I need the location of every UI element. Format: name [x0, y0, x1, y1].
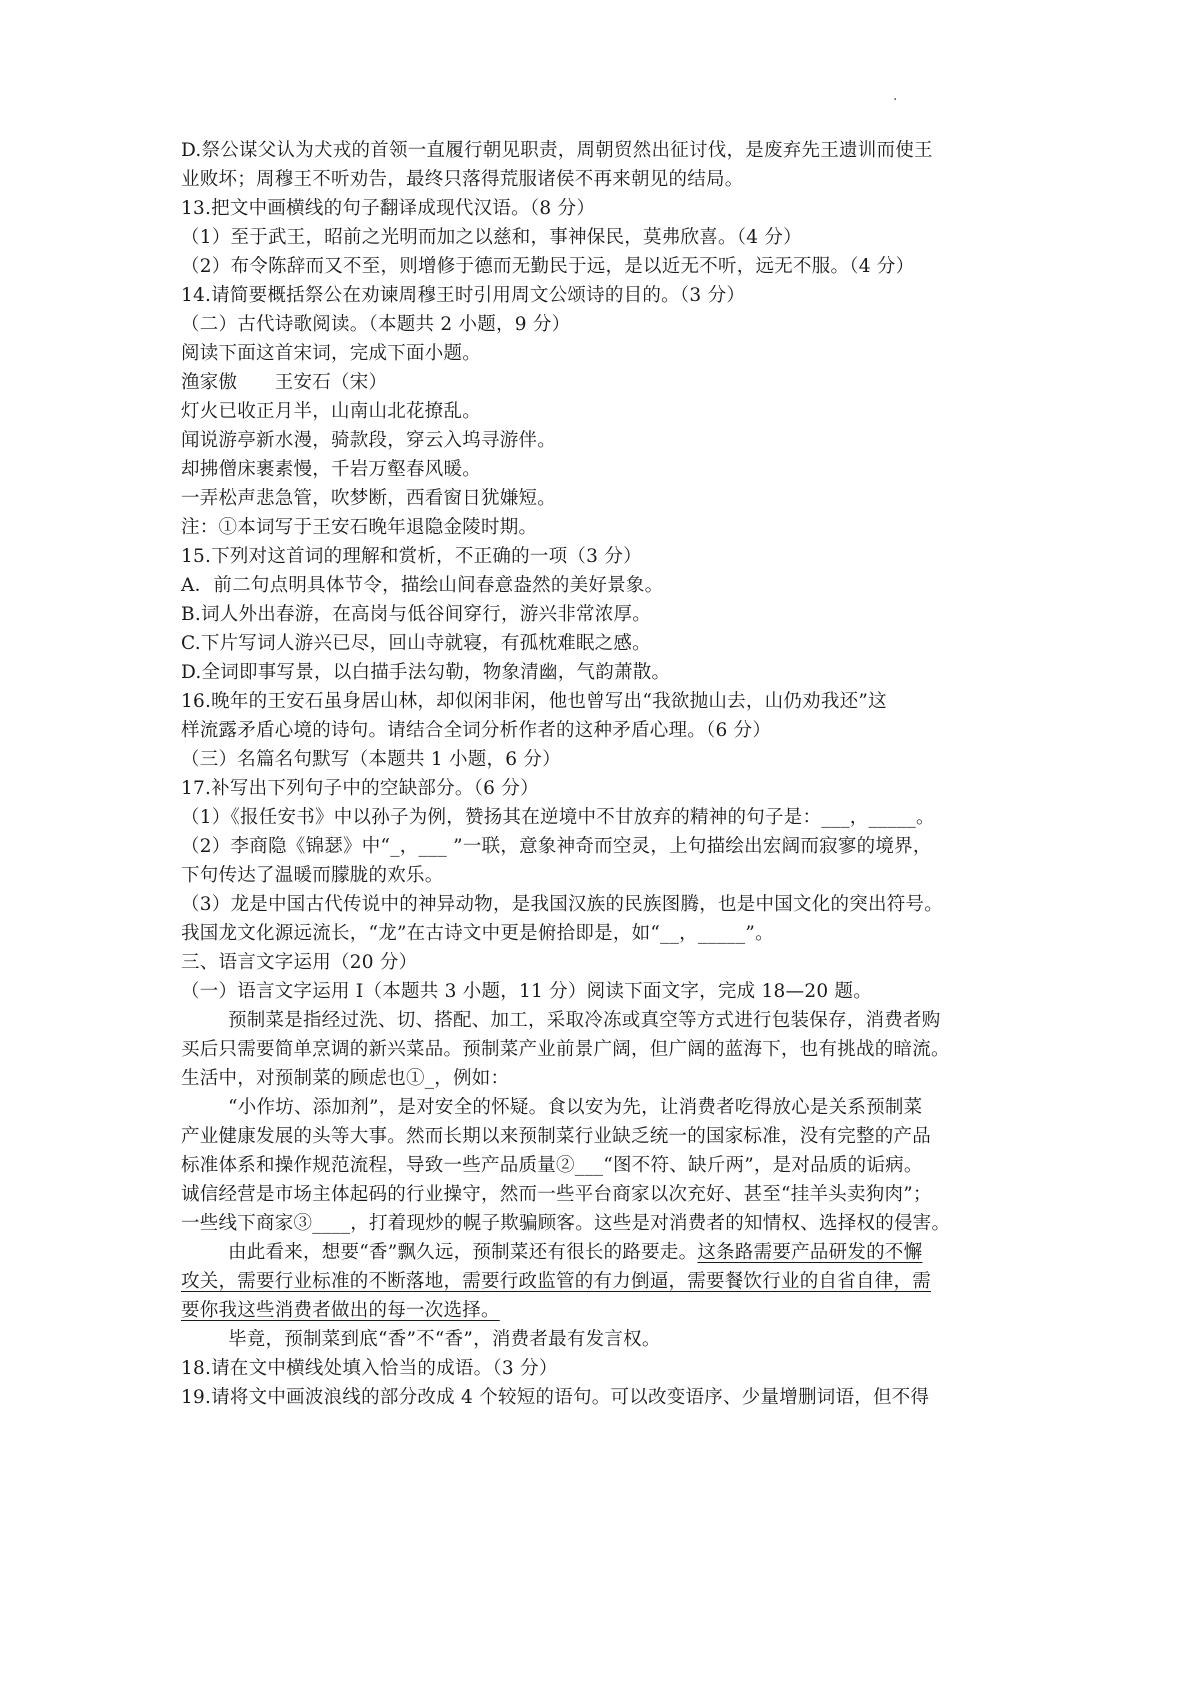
question-16-line2: 样流露矛盾心境的诗句。请结合全词分析作者的这种矛盾心理。（6 分）: [181, 720, 772, 741]
question-13-1: （1）至于武王，昭前之光明而加之以慈和，事神保民，莫弗欣喜。（4 分）: [181, 227, 802, 248]
question-19: 19.请将文中画波浪线的部分改成 4 个较短的语句。可以改变语序、少量增删词语，但不得: [181, 1387, 930, 1408]
section-language-heading: 三、语言文字运用（20 分）: [181, 952, 418, 973]
question-17-2-line2: 下句传达了温暖而朦胧的欢乐。: [181, 865, 444, 886]
passage-p1-line2: 买后只需要简单烹调的新兴菜品。预制菜产业前景广阔，但广阔的蓝海下，也有挑战的暗流。: [181, 1039, 950, 1060]
question-16-line1: 16.晚年的王安石虽身居山林，却似闲非闲，他也曾写出“我欲抛山去，山仍劝我还”这: [181, 691, 887, 712]
section-recitation-heading: （三）名篇名句默写（本题共 1 小题，6 分）: [181, 749, 561, 770]
passage-p4: 毕竟，预制菜到底“香”不“香”，消费者最有发言权。: [228, 1329, 661, 1350]
passage-p1-line1: 预制菜是指经过洗、切、搭配、加工，采取冷冻或真空等方式进行包装保存，消费者购: [228, 1010, 941, 1031]
question-13-2: （2）布令陈辞而又不至，则增修于德而无勤民于远，是以近无不听，远无不服。（4 分）: [181, 256, 915, 277]
wavy-underlined-text-end: 要你我这些消费者做出的每一次选择。: [181, 1300, 500, 1321]
option-d-line1: D.祭公谋父认为犬戎的首领一直履行朝见职责，周朝贸然出征讨伐，是废弃先王遗训而使王: [181, 140, 933, 161]
poem-line-4: 一弄松声悲急管，吹梦断，西看窗日犹嫌短。: [181, 488, 557, 509]
question-17-3-line2: 我国龙文化源远流长，“龙”在古诗文中更是俯拾即是，如“__，_____”。: [181, 923, 774, 944]
passage-p2-line5: 一些线下商家③____，打着现炒的幌子欺骗顾客。这些是对消费者的知情权、选择权的侵害。: [181, 1213, 951, 1234]
question-13: 13.把文中画横线的句子翻译成现代汉语。（8 分）: [181, 198, 596, 219]
poem-line-3: 却拂僧床裹素慢，千岩万壑春风暖。: [181, 459, 482, 480]
section-poetry-heading: （二）古代诗歌阅读。（本题共 2 小题，9 分）: [181, 314, 571, 335]
passage-p3-line3: [181, 1299, 1031, 1323]
question-15-option-d: D.全词即事写景，以白描手法勾勒，物象清幽，气韵萧散。: [181, 662, 671, 683]
poem-line-1: 灯火已收正月半，山南山北花撩乱。: [181, 401, 482, 422]
question-15: 15.下列对这首词的理解和赏析，不正确的一项（3 分）: [181, 546, 642, 567]
passage-p3-text: 由此看来，想要“香”飘久远，预制菜还有很长的路要走。: [228, 1242, 698, 1263]
question-17-3-line1: （3）龙是中国古代传说中的神异动物，是我国汉族的民族图腾，也是中国文化的突出符号。: [181, 894, 944, 915]
question-15-option-c: C.下片写词人游兴已尽，回山寺就寝，有孤枕难眠之感。: [181, 633, 651, 654]
question-18: 18.请在文中横线处填入恰当的成语。（3 分）: [181, 1358, 558, 1379]
page-mark: ·: [893, 92, 898, 108]
poem-note: 注：①本词写于王安石晚年退隐金陵时期。: [181, 517, 538, 538]
question-17: 17.补写出下列句子中的空缺部分。（6 分）: [181, 778, 539, 799]
passage-p2-line2: 产业健康发展的头等大事。然而长期以来预制菜行业缺乏统一的国家标准，没有完整的产品: [181, 1126, 932, 1147]
passage-p2-line3: 标准体系和操作规范流程，导致一些产品质量②___“图不符、缺斤两”，是对品质的诟病。: [181, 1155, 923, 1176]
passage-p1-line3: 生活中，对预制菜的顾虑也①_，例如：: [181, 1068, 510, 1089]
poem-line-2: 闻说游亭新水漫，骑款段，穿云入坞寻游伴。: [181, 430, 557, 451]
language-subsection-heading: （一）语言文字运用 I（本题共 3 小题，11 分）阅读下面文字，完成 18—20 题。: [181, 981, 872, 1002]
question-15-option-a: A．前二句点明具体节令，描绘山间春意盎然的美好景象。: [181, 575, 664, 596]
question-17-2-line1: （2）李商隐《锦瑟》中“_，___ ”一联，意象神奇而空灵，上句描绘出宏阔而寂寥的境界，: [181, 836, 932, 857]
passage-p3-line1: [228, 1241, 1078, 1265]
question-15-option-b: B.词人外出春游，在高岗与低谷间穿行，游兴非常浓厚。: [181, 604, 651, 625]
option-d-line2: 业败坏；周穆王不听劝告，最终只落得荒服诸侯不再来朝见的结局。: [181, 169, 744, 190]
wavy-underlined-text-line2: 攻关，需要行业标准的不断落地，需要行政监管的有力倒逼，需要餐饮行业的自省自律，需: [181, 1271, 932, 1292]
question-14: 14.请简要概括祭公在劝谏周穆王时引用周文公颂诗的目的。（3 分）: [181, 285, 746, 306]
passage-p2-line4: 诚信经营是市场主体起码的行业操守，然而一些平台商家以次充好、甚至“挂羊头卖狗肉”；: [181, 1184, 932, 1205]
passage-p2-line1: “小作坊、添加剂”，是对安全的怀疑。食以安为先，让消费者吃得放心是关系预制菜: [228, 1097, 923, 1118]
question-17-1: （1）《报任安书》中以孙子为例，赞扬其在逆境中不甘放弃的精神的句子是：___，_____。: [181, 807, 935, 828]
wavy-underlined-text-start: 这条路需要产品研发的不懈: [697, 1242, 923, 1263]
poetry-instruction: 阅读下面这首宋词，完成下面小题。: [181, 343, 482, 364]
poem-title: 渔家傲 王安石（宋）: [181, 372, 388, 393]
